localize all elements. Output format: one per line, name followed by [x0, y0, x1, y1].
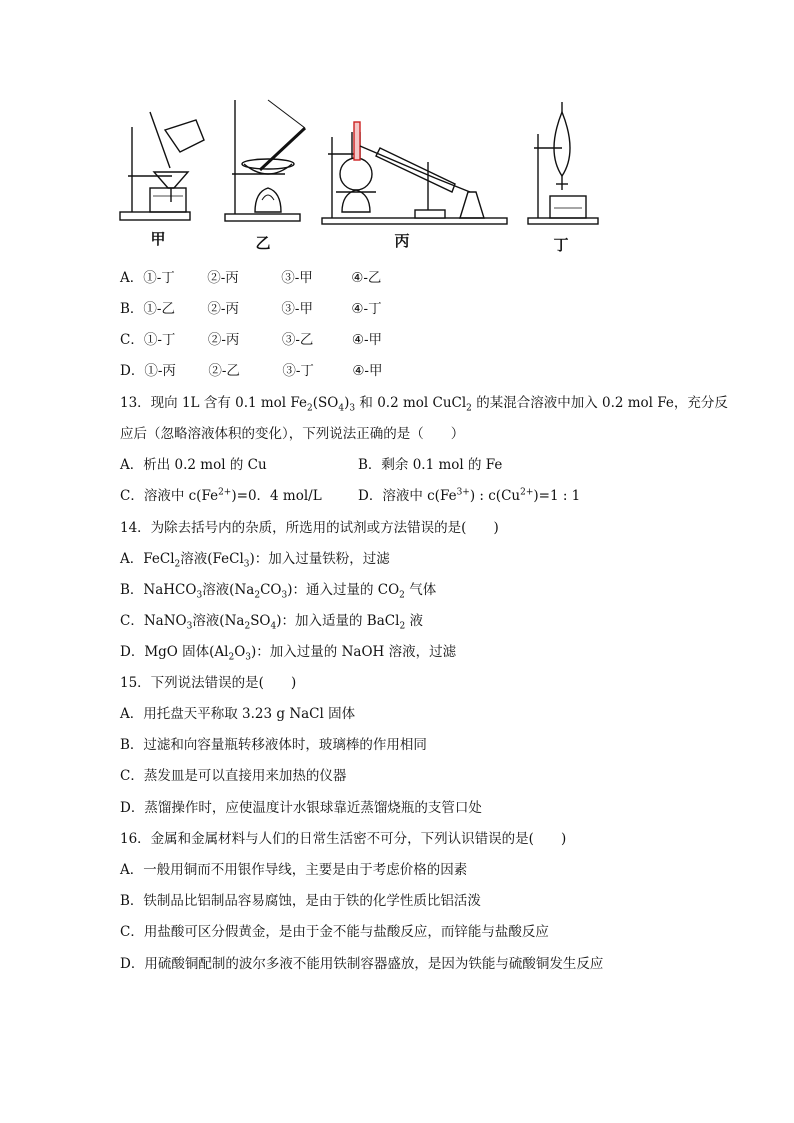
q13-option-a[interactable]: A．析出 0.2 mol 的 Cu — [120, 457, 267, 473]
q14-option-a[interactable]: A．FeCl$_2$溶液(FeCl$_3$)：加入过量铁粉，过滤 — [120, 551, 390, 570]
q15-option-d[interactable]: D．蒸馏操作时，应使温度计水银球靠近蒸馏烧瓶的支管口处 — [120, 800, 482, 816]
q12-option-a[interactable]: A．①-丁 ②-丙 ③-甲 ④-乙 — [120, 270, 382, 286]
q13-option-d[interactable]: D．溶液中 $c(Fe^{3+})$ : $c(Cu^{2+})=1$ : 1 — [358, 487, 581, 504]
apparatus-figure — [110, 92, 700, 260]
q16-stem: 16．金属和金属材料与人们的日常生活密不可分，下列认识错误的是( ) — [120, 831, 567, 847]
label-jia: 甲 — [150, 230, 166, 248]
q15-option-a[interactable]: A．用托盘天平称取 3.23 g NaCl 固体 — [120, 706, 356, 722]
q12-option-b[interactable]: B．①-乙 ②-丙 ③-甲 ④-丁 — [120, 301, 382, 317]
q14-option-b[interactable]: B．NaHCO$_3$溶液$(Na_2CO_3)$：通入过量的 $CO_2$ 气体 — [120, 582, 437, 601]
apparatus-filtration — [120, 112, 204, 220]
label-ding: 丁 — [553, 236, 569, 254]
q12-option-c[interactable]: C．①-丁 ②-丙 ③-乙 ④-甲 — [120, 332, 383, 348]
q16-option-a[interactable]: A．一般用铜而不用银作导线，主要是由于考虑价格的因素 — [120, 862, 468, 878]
label-bing: 丙 — [394, 232, 410, 250]
q13-stem: 13．现向 1L 含有 0.1 mol $Fe_2(SO_4)_3$ 和 0.2 mol CuCl$_2$ 的某混合溶液中加入 0.2 mol Fe，充分反 — [120, 395, 728, 414]
apparatus-separatory-funnel — [528, 102, 598, 224]
apparatus-evaporation — [225, 100, 305, 221]
q15-stem: 15．下列说法错误的是( ) — [120, 675, 297, 691]
q16-option-b[interactable]: B．铁制品比铝制品容易腐蚀，是由于铁的化学性质比铝活泼 — [120, 893, 481, 909]
q13-stem-cont: 应后（忽略溶液体积的变化），下列说法正确的是（ ） — [120, 426, 465, 442]
q13-option-b[interactable]: B．剩余 0.1 mol 的 Fe — [358, 457, 503, 473]
q12-option-d[interactable]: D．①-丙 ②-乙 ③-丁 ④-甲 — [120, 363, 383, 379]
q13-option-c[interactable]: C．溶液中 $c(Fe^{2+})=0$．4 mol/L — [120, 487, 322, 504]
q16-option-d[interactable]: D．用硫酸铜配制的波尔多液不能用铁制容器盛放，是因为铁能与硫酸铜发生反应 — [120, 956, 604, 972]
q16-option-c[interactable]: C．用盐酸可区分假黄金，是由于金不能与盐酸反应，而锌能与盐酸反应 — [120, 924, 549, 940]
q14-stem: 14．为除去括号内的杂质，所选用的试剂或方法错误的是( ) — [120, 520, 499, 536]
q14-option-c[interactable]: C．NaNO$_3$溶液$(Na_2SO_4)$：加入适量的 BaCl$_2$ 液 — [120, 613, 423, 632]
q15-option-c[interactable]: C．蒸发皿是可以直接用来加热的仪器 — [120, 768, 347, 784]
label-yi: 乙 — [255, 234, 271, 252]
apparatus-distillation — [322, 122, 507, 224]
q15-option-b[interactable]: B．过滤和向容量瓶转移液体时，玻璃棒的作用相同 — [120, 737, 427, 753]
q14-option-d[interactable]: D．MgO 固体$(Al_2O_3)$：加入过量的 NaOH 溶液，过滤 — [120, 644, 457, 663]
